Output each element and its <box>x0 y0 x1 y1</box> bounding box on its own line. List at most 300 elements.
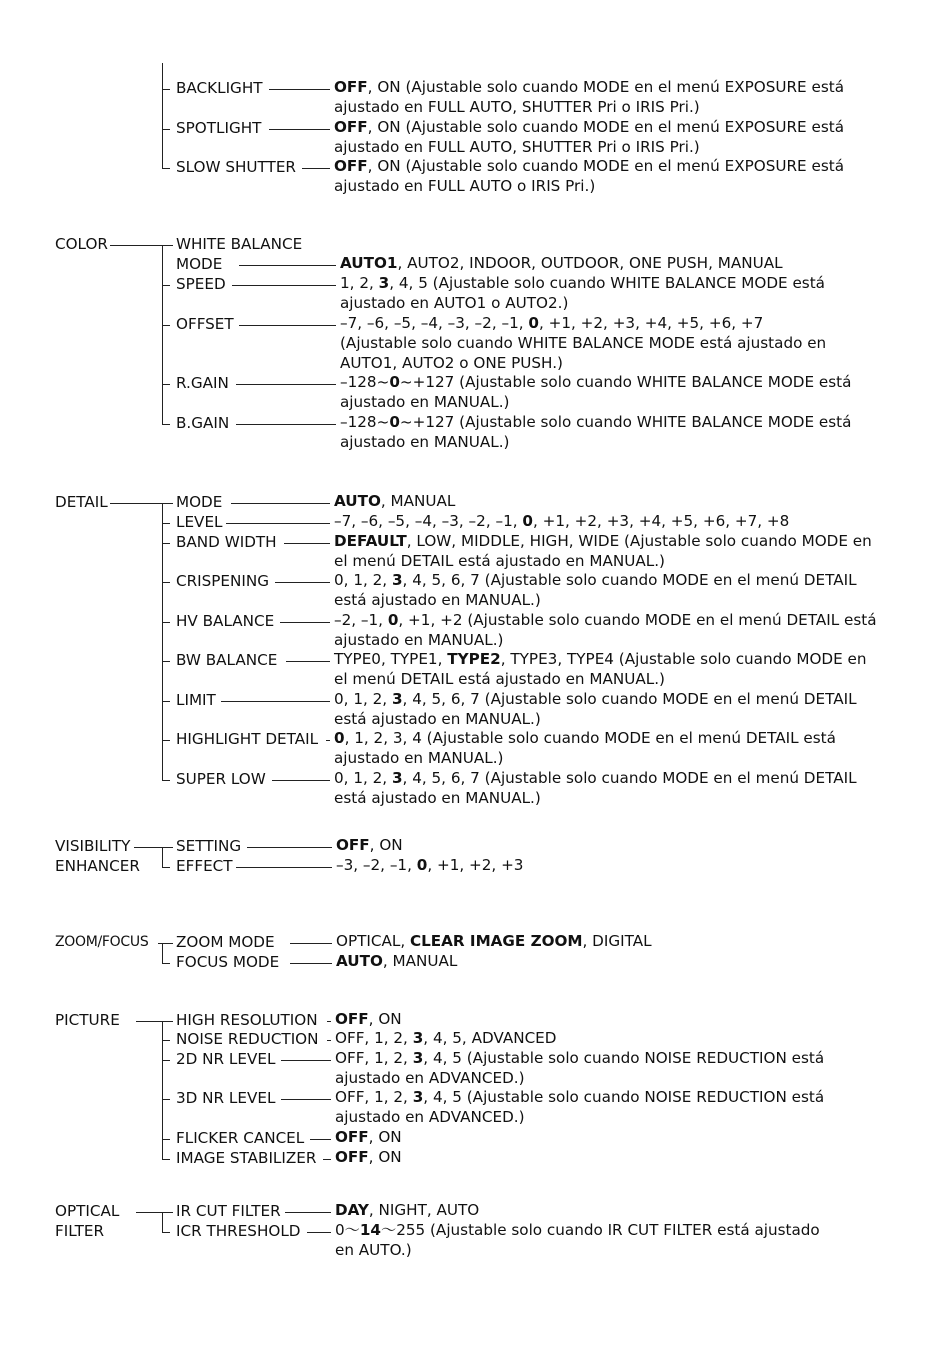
menu-item-value <box>334 512 789 532</box>
menu-item-label-line: LIMIT <box>176 691 216 709</box>
value-line <box>334 177 844 197</box>
value-text: 0, 1, 2, <box>334 571 392 589</box>
leader-line <box>236 867 332 868</box>
default-value: DEFAULT <box>334 532 407 550</box>
category-connector <box>158 943 173 944</box>
default-value: 0 <box>522 512 533 530</box>
leader-line <box>284 543 330 544</box>
menu-item-label-line: BAND WIDTH <box>176 533 277 551</box>
menu-item-label-line: FLICKER CANCEL <box>176 1129 305 1147</box>
value-text: ajustado en FULL AUTO, SHUTTER Pri o IRIS Pri.) <box>334 137 700 156</box>
category-label-line: VISIBILITY <box>55 837 131 855</box>
value-line <box>335 1088 824 1108</box>
category-label-line: ENHANCER <box>55 857 140 875</box>
menu-item-label-line: SLOW SHUTTER <box>176 158 296 176</box>
value-line <box>340 314 826 334</box>
value-line <box>340 274 825 294</box>
menu-item-label-line: IR CUT FILTER <box>176 1202 281 1220</box>
value-line <box>334 492 455 512</box>
value-line <box>335 1201 479 1221</box>
value-text: ajustado en AUTO1 o AUTO2.) <box>340 293 569 312</box>
value-line <box>334 690 857 710</box>
menu-item-label <box>176 1221 300 1241</box>
menu-item-label-line: 3D NR LEVEL <box>176 1089 276 1107</box>
menu-item-label <box>176 836 241 856</box>
value-line <box>334 749 836 769</box>
value-text: –3, –2, –1, <box>336 856 417 874</box>
value-text: ~+127 (Ajustable solo cuando WHITE BALANCE MODE está <box>399 373 852 391</box>
category-connector <box>134 847 173 848</box>
menu-item-label-line: WHITE BALANCE <box>176 235 303 253</box>
tree-bracket <box>162 847 163 867</box>
menu-item-label-line: R.GAIN <box>176 374 229 392</box>
tree-tick <box>162 1040 170 1041</box>
value-text: , MANUAL <box>380 492 456 510</box>
value-text: OFF, 1, 2, <box>335 1049 413 1067</box>
category-label <box>55 836 140 876</box>
value-text: ~+127 (Ajustable solo cuando WHITE BALANCE MODE está <box>399 413 852 431</box>
default-value: 0 <box>389 413 400 431</box>
value-line <box>334 571 857 591</box>
menu-item-label <box>176 1148 316 1168</box>
value-line <box>335 1241 820 1261</box>
category-label-line: OPTICAL <box>55 1202 120 1220</box>
value-line <box>335 1108 824 1128</box>
menu-item-value <box>340 373 851 413</box>
value-line <box>335 1010 402 1030</box>
value-line <box>335 1029 556 1049</box>
menu-item-value <box>340 274 825 314</box>
value-line <box>334 710 857 730</box>
value-text: , AUTO2, INDOOR, OUTDOOR, ONE PUSH, MANUAL <box>397 254 783 272</box>
menu-item-label-line: BACKLIGHT <box>176 79 263 97</box>
default-value: OFF <box>334 78 368 96</box>
value-text: , ON <box>368 1148 402 1166</box>
default-value: 0 <box>387 611 399 629</box>
value-line <box>334 118 844 138</box>
menu-item-value <box>334 571 857 611</box>
value-text: , 4, 5 (Ajustable solo cuando NOISE REDUCTION está <box>423 1088 825 1106</box>
menu-item-value <box>335 1029 556 1049</box>
menu-item-value <box>336 856 523 876</box>
menu-item-label <box>176 1029 319 1049</box>
value-line <box>334 631 877 651</box>
value-text: –7, –6, –5, –4, –3, –2, –1, <box>334 512 523 530</box>
leader-line <box>236 384 336 385</box>
value-line <box>335 1148 402 1168</box>
value-text: OFF, 1, 2, <box>335 1029 413 1047</box>
menu-item-value <box>335 1128 402 1148</box>
category-connector <box>110 245 173 246</box>
value-line <box>335 1069 824 1089</box>
value-line <box>340 373 851 393</box>
leader-line <box>231 503 330 504</box>
tree-tick <box>162 701 170 702</box>
tree-bracket <box>162 245 163 424</box>
category-label <box>55 492 108 512</box>
value-line <box>340 254 783 274</box>
value-line <box>340 433 851 453</box>
default-value: 3 <box>412 1088 424 1106</box>
default-value: AUTO <box>336 952 383 970</box>
tree-bracket <box>162 1212 163 1232</box>
default-value: 14 <box>359 1221 381 1239</box>
value-line <box>340 393 851 413</box>
tree-tick <box>162 622 170 623</box>
default-value: CLEAR IMAGE ZOOM <box>409 932 583 950</box>
menu-item-label-line: B.GAIN <box>176 414 230 432</box>
value-line <box>340 413 851 433</box>
value-line <box>334 611 877 631</box>
menu-item-label <box>176 234 302 274</box>
value-line <box>334 512 789 532</box>
value-line <box>340 354 826 374</box>
category-label-line: FILTER <box>55 1222 105 1240</box>
menu-item-label <box>176 729 318 749</box>
menu-item-value <box>335 1010 402 1030</box>
menu-item-label-line: CRISPENING <box>176 572 270 590</box>
menu-item-value <box>336 952 457 972</box>
category-connector <box>136 1212 173 1213</box>
category-label <box>55 234 108 254</box>
menu-item-label <box>176 512 223 532</box>
leader-line <box>221 701 330 702</box>
menu-item-value <box>336 836 403 856</box>
menu-item-label-line: SETTING <box>176 837 242 855</box>
value-text: ajustado en MANUAL.) <box>334 630 504 649</box>
category-label <box>55 932 148 952</box>
tree-tick <box>162 1139 170 1140</box>
default-value: 0 <box>334 729 345 747</box>
value-line <box>334 78 844 98</box>
category-label <box>55 1010 120 1030</box>
value-text: ajustado en MANUAL.) <box>334 748 504 767</box>
default-value: 3 <box>378 274 390 292</box>
leader-line <box>307 1232 331 1233</box>
menu-item-label <box>176 650 277 670</box>
menu-item-label-line: IMAGE STABILIZER <box>176 1149 317 1167</box>
menu-item-label-line: BW BALANCE <box>176 651 278 669</box>
menu-item-label <box>176 274 226 294</box>
value-line <box>334 157 844 177</box>
value-text: 0～ <box>335 1221 360 1239</box>
default-value: DAY <box>335 1201 369 1219</box>
menu-item-label-line: ZOOM MODE <box>176 933 275 951</box>
value-text: , MANUAL <box>382 952 458 970</box>
leader-line <box>290 963 332 964</box>
menu-item-value <box>335 1201 479 1221</box>
value-text: ajustado en ADVANCED.) <box>335 1107 525 1126</box>
tree-tick <box>162 867 170 868</box>
value-text: (Ajustable solo cuando WHITE BALANCE MODE está ajustado en <box>340 333 827 352</box>
value-line <box>334 98 844 118</box>
value-line <box>334 670 867 690</box>
value-text: , NIGHT, AUTO <box>368 1201 480 1219</box>
tree-tick <box>162 285 170 286</box>
menu-item-label-line: OFFSET <box>176 315 234 333</box>
menu-item-value <box>334 611 877 651</box>
value-text: , +1, +2, +3, +4, +5, +6, +7, +8 <box>532 512 790 530</box>
category-label-line: COLOR <box>55 235 108 253</box>
value-text: , 4, 5, 6, 7 (Ajustable solo cuando MODE en el menú DETAIL <box>402 571 857 589</box>
leader-line <box>269 89 330 90</box>
default-value: AUTO <box>334 492 381 510</box>
value-text: –7, –6, –5, –4, –3, –2, –1, <box>340 314 529 332</box>
tree-tick <box>162 543 170 544</box>
tree-tick <box>162 582 170 583</box>
menu-item-value <box>340 254 783 274</box>
leader-line <box>239 265 336 266</box>
default-value: OFF <box>335 1128 369 1146</box>
leader-line <box>327 1040 331 1041</box>
menu-item-label-line: 2D NR LEVEL <box>176 1050 276 1068</box>
value-text: , +1, +2 (Ajustable solo cuando MODE en el menú DETAIL está <box>398 611 877 629</box>
category-label-line: PICTURE <box>55 1011 120 1029</box>
menu-item-label <box>176 78 263 98</box>
tree-tick <box>162 780 170 781</box>
value-text: , +1, +2, +3 <box>427 856 524 874</box>
value-text: 0, 1, 2, <box>334 690 392 708</box>
tree-tick <box>162 523 170 524</box>
menu-item-value <box>335 1088 824 1128</box>
tree-tick <box>162 1159 170 1160</box>
value-text: , TYPE3, TYPE4 (Ajustable solo cuando MODE en <box>500 650 867 668</box>
value-text: está ajustado en MANUAL.) <box>334 590 541 609</box>
value-text: 1, 2, <box>340 274 379 292</box>
leader-line <box>239 325 336 326</box>
value-text: , 4, 5, 6, 7 (Ajustable solo cuando MODE en el menú DETAIL <box>402 690 857 708</box>
value-text: TYPE0, TYPE1, <box>334 650 448 668</box>
value-line <box>334 650 867 670</box>
value-text: , 1, 2, 3, 4 (Ajustable solo cuando MODE en el menú DETAIL está <box>344 729 836 747</box>
menu-item-label <box>176 952 279 972</box>
tree-bracket <box>162 63 163 168</box>
menu-item-label-line: ICR THRESHOLD <box>176 1222 301 1240</box>
value-line <box>334 769 857 789</box>
value-text: , ON (Ajustable solo cuando MODE en el menú EXPOSURE está <box>367 118 844 136</box>
menu-item-label <box>176 1128 304 1148</box>
tree-tick <box>162 740 170 741</box>
menu-item-label-line: HV BALANCE <box>176 612 275 630</box>
tree-tick <box>162 1099 170 1100</box>
value-text: en AUTO.) <box>335 1240 412 1259</box>
category-connector <box>136 1021 173 1022</box>
value-text: , DIGITAL <box>582 932 652 950</box>
value-line <box>340 294 825 314</box>
value-text: , LOW, MIDDLE, HIGH, WIDE (Ajustable solo cuando MODE en <box>406 532 872 550</box>
value-line <box>334 552 872 572</box>
category-label-line: DETAIL <box>55 493 108 511</box>
default-value: 3 <box>391 571 403 589</box>
value-text: está ajustado en MANUAL.) <box>334 788 541 807</box>
tree-tick <box>162 1232 170 1233</box>
leader-line <box>281 1060 331 1061</box>
default-value: OFF <box>335 1148 369 1166</box>
value-text: ajustado en FULL AUTO o IRIS Pri.) <box>334 176 596 195</box>
value-text: –128~ <box>340 413 390 431</box>
value-text: ajustado en MANUAL.) <box>340 392 510 411</box>
menu-item-value <box>334 650 867 690</box>
value-text: –2, –1, <box>334 611 388 629</box>
menu-item-value <box>340 413 851 453</box>
value-text: , 4, 5, ADVANCED <box>423 1029 557 1047</box>
menu-item-value <box>334 729 836 769</box>
menu-item-label-line: LEVEL <box>176 513 223 531</box>
value-text: , +1, +2, +3, +4, +5, +6, +7 <box>538 314 764 332</box>
menu-item-label-line: NOISE REDUCTION <box>176 1030 319 1048</box>
tree-tick <box>162 89 170 90</box>
menu-item-label-line: MODE <box>176 255 223 273</box>
value-text: , ON <box>369 836 403 854</box>
value-line <box>336 952 457 972</box>
menu-item-label <box>176 1010 318 1030</box>
menu-item-value <box>335 1148 402 1168</box>
default-value: OFF <box>336 836 370 854</box>
value-text: está ajustado en MANUAL.) <box>334 709 541 728</box>
tree-bracket <box>162 943 163 963</box>
tree-tick <box>162 325 170 326</box>
tree-tick <box>162 129 170 130</box>
value-line <box>335 1128 402 1148</box>
value-line <box>334 729 836 749</box>
leader-line <box>275 582 330 583</box>
value-line <box>335 1221 820 1241</box>
value-text: , ON (Ajustable solo cuando MODE en el menú EXPOSURE está <box>367 157 844 175</box>
tree-tick <box>162 963 170 964</box>
value-line <box>334 532 872 552</box>
leader-line <box>302 168 330 169</box>
leader-line <box>272 780 330 781</box>
tree-tick <box>162 661 170 662</box>
value-text: OPTICAL, <box>336 932 410 950</box>
leader-line <box>323 1159 331 1160</box>
menu-item-value <box>340 314 826 373</box>
leader-line <box>327 1021 331 1022</box>
menu-item-label <box>176 571 269 591</box>
menu-item-value <box>334 769 857 809</box>
menu-item-value <box>334 532 872 572</box>
menu-item-label-line: EFFECT <box>176 857 233 875</box>
value-line <box>335 1049 824 1069</box>
menu-item-label <box>176 690 216 710</box>
value-text: , 4, 5 (Ajustable solo cuando WHITE BALANCE MODE está <box>389 274 825 292</box>
default-value: 3 <box>412 1049 424 1067</box>
menu-item-label <box>176 492 222 512</box>
menu-item-value <box>334 690 857 730</box>
category-label <box>55 1201 119 1241</box>
menu-item-label-line: HIGH RESOLUTION <box>176 1011 318 1029</box>
leader-line <box>285 1212 331 1213</box>
default-value: 3 <box>412 1029 424 1047</box>
leader-line <box>247 847 332 848</box>
value-text: el menú DETAIL está ajustado en MANUAL.) <box>334 669 665 688</box>
default-value: AUTO1 <box>340 254 398 272</box>
default-value: 0 <box>389 373 400 391</box>
leader-line <box>290 943 332 944</box>
value-text: ～255 (Ajustable solo cuando IR CUT FILTER está ajustado <box>381 1221 820 1239</box>
value-text: , 4, 5 (Ajustable solo cuando NOISE REDUCTION está <box>423 1049 825 1067</box>
default-value: 3 <box>391 769 403 787</box>
tree-tick <box>162 168 170 169</box>
default-value: 0 <box>416 856 428 874</box>
menu-item-value <box>334 157 844 197</box>
menu-item-value <box>334 78 844 118</box>
menu-item-label-line: HIGHLIGHT DETAIL <box>176 730 319 748</box>
value-line <box>334 138 844 158</box>
menu-item-label <box>176 157 296 177</box>
menu-item-label <box>176 932 275 952</box>
menu-item-value <box>334 492 455 512</box>
menu-item-value <box>336 932 652 952</box>
menu-item-label-line: MODE <box>176 493 223 511</box>
leader-line <box>236 424 336 425</box>
menu-item-value <box>335 1221 820 1261</box>
default-value: 0 <box>528 314 539 332</box>
value-text: 0, 1, 2, <box>334 769 392 787</box>
menu-item-label <box>176 532 277 552</box>
value-line <box>336 836 403 856</box>
menu-item-label-line: FOCUS MODE <box>176 953 280 971</box>
value-line <box>336 932 652 952</box>
value-text: ajustado en FULL AUTO, SHUTTER Pri o IRIS Pri.) <box>334 97 700 116</box>
menu-item-label <box>176 1201 281 1221</box>
value-text: AUTO1, AUTO2 o ONE PUSH.) <box>340 353 563 372</box>
value-text: , 4, 5, 6, 7 (Ajustable solo cuando MODE en el menú DETAIL <box>402 769 857 787</box>
value-line <box>334 591 857 611</box>
menu-item-label <box>176 314 234 334</box>
value-text: –128~ <box>340 373 390 391</box>
menu-item-label-line: SPEED <box>176 275 226 293</box>
menu-item-value <box>334 118 844 158</box>
default-value: OFF <box>334 118 368 136</box>
value-text: , ON (Ajustable solo cuando MODE en el menú EXPOSURE está <box>367 78 844 96</box>
tree-bracket <box>162 503 163 780</box>
menu-item-label <box>176 1088 275 1108</box>
tree-tick <box>162 424 170 425</box>
menu-item-label <box>176 856 233 876</box>
leader-line <box>281 1099 331 1100</box>
default-value: 3 <box>391 690 403 708</box>
tree-tick <box>162 384 170 385</box>
menu-item-value <box>335 1049 824 1089</box>
leader-line <box>269 129 330 130</box>
menu-item-label-line: SUPER LOW <box>176 770 266 788</box>
category-connector <box>110 503 173 504</box>
menu-item-label <box>176 118 261 138</box>
category-label-line: ZOOM/FOCUS <box>55 934 149 950</box>
leader-line <box>326 740 330 741</box>
menu-item-label-line: SPOTLIGHT <box>176 119 262 137</box>
default-value: TYPE2 <box>447 650 501 668</box>
value-text: ajustado en ADVANCED.) <box>335 1068 525 1087</box>
leader-line <box>286 661 330 662</box>
menu-item-label <box>176 373 229 393</box>
value-text: ajustado en MANUAL.) <box>340 432 510 451</box>
value-text: , ON <box>368 1128 402 1146</box>
value-text: OFF, 1, 2, <box>335 1088 413 1106</box>
menu-item-label <box>176 611 274 631</box>
leader-line <box>310 1139 331 1140</box>
leader-line <box>280 622 330 623</box>
tree-tick <box>162 1060 170 1061</box>
leader-line <box>226 523 330 524</box>
value-line <box>340 334 826 354</box>
menu-item-label <box>176 413 229 433</box>
value-line <box>334 789 857 809</box>
menu-item-label <box>176 769 266 789</box>
value-text: el menú DETAIL está ajustado en MANUAL.) <box>334 551 665 570</box>
value-line <box>336 856 523 876</box>
